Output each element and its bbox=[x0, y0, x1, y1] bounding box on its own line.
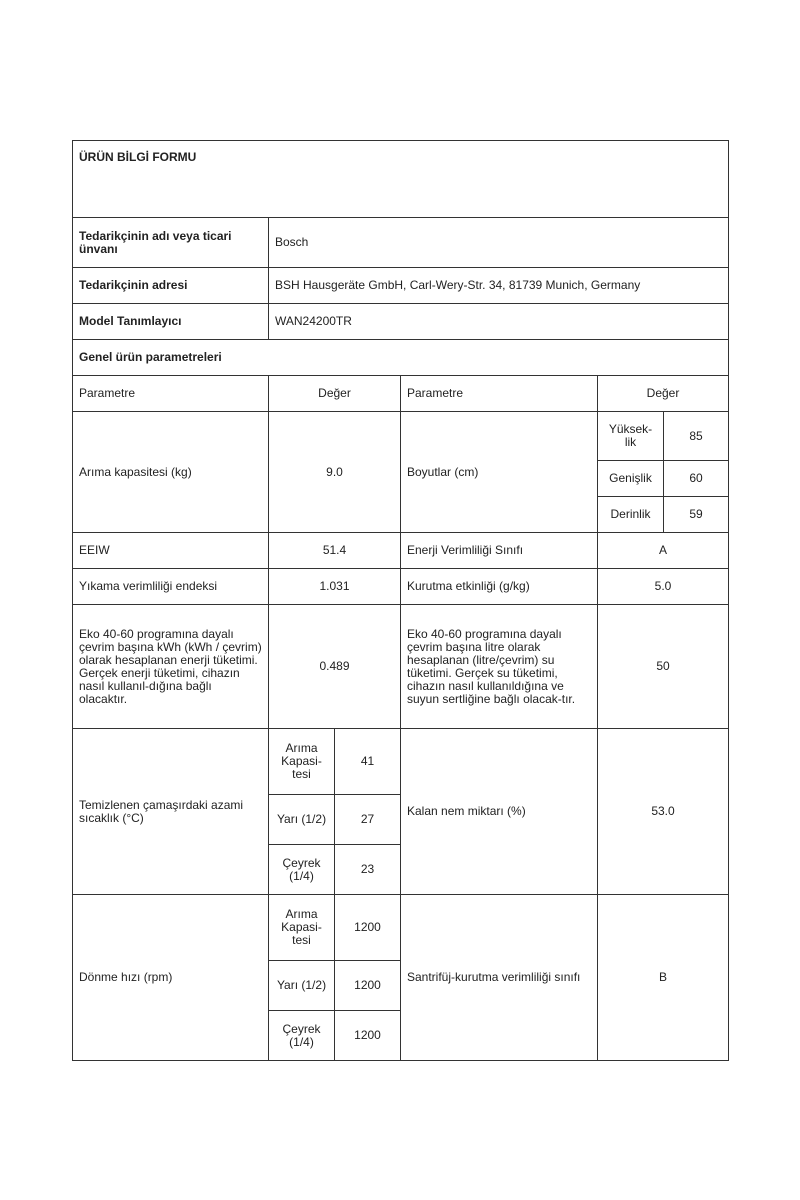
rinse-value: 5.0 bbox=[598, 569, 729, 605]
product-info-table bbox=[72, 140, 729, 1061]
spin-speed-row-value: 1200 bbox=[335, 1011, 401, 1061]
model-label: Model Tanımlayıcı bbox=[73, 304, 269, 340]
supplier-name-value: Bosch bbox=[269, 218, 729, 268]
max-temp-row-value: 23 bbox=[335, 845, 401, 895]
header-value: Değer bbox=[269, 376, 401, 412]
capacity-label: Arıma kapasitesi (kg) bbox=[73, 412, 269, 533]
max-temp-row-label: Yarı (1/2) bbox=[269, 795, 335, 845]
wash-index-value: 1.031 bbox=[269, 569, 401, 605]
eeiw-label: EEIW bbox=[73, 533, 269, 569]
energy-consumption-label: Eko 40-60 programına dayalı çevrim başına kWh (kWh / çevrim) olarak hesaplanan enerji tüketimi. Gerçek enerji tüketimi, cihazın nasıl kullanıl-dığına bağlı olacaktır. bbox=[73, 605, 269, 729]
spin-speed-label: Dönme hızı (rpm) bbox=[73, 895, 269, 1061]
energy-class-value: A bbox=[598, 533, 729, 569]
header-parameter: Parametre bbox=[73, 376, 269, 412]
max-temp-row-value: 41 bbox=[335, 729, 401, 795]
depth-value: 59 bbox=[664, 497, 729, 533]
spin-speed-row-label: Yarı (1/2) bbox=[269, 961, 335, 1011]
width-value: 60 bbox=[664, 461, 729, 497]
energy-consumption-value: 0.489 bbox=[269, 605, 401, 729]
spin-class-label: Santrifüj-kurutma verimliliği sınıfı bbox=[401, 895, 598, 1061]
spin-speed-row-value: 1200 bbox=[335, 961, 401, 1011]
form-title: ÜRÜN BİLGİ FORMU bbox=[73, 141, 729, 218]
supplier-name-label: Tedarikçinin adı veya ticari ünvanı bbox=[73, 218, 269, 268]
spin-speed-row-label: Çeyrek (1/4) bbox=[269, 1011, 335, 1061]
max-temp-row-label: Çeyrek (1/4) bbox=[269, 845, 335, 895]
section-title: Genel ürün parametreleri bbox=[73, 340, 729, 376]
spin-class-value: B bbox=[598, 895, 729, 1061]
moisture-value: 53.0 bbox=[598, 729, 729, 895]
max-temp-row-value: 27 bbox=[335, 795, 401, 845]
water-consumption-value: 50 bbox=[598, 605, 729, 729]
water-consumption-label: Eko 40-60 programına dayalı çevrim başına litre olarak hesaplanan (litre/çevrim) su tüketimi. Gerçek su tüketimi, cihazın nasıl kullanıldığına ve suyun sertliğine bağlı olacak-tır. bbox=[401, 605, 598, 729]
spin-speed-row-value: 1200 bbox=[335, 895, 401, 961]
dimensions-label: Boyutlar (cm) bbox=[401, 412, 598, 533]
supplier-address-value: BSH Hausgeräte GmbH, Carl-Wery-Str. 34, 81739 Munich, Germany bbox=[269, 268, 729, 304]
width-label: Genişlik bbox=[598, 461, 664, 497]
max-temp-label: Temizlenen çamaşırdaki azami sıcaklık (°C) bbox=[73, 729, 269, 895]
spin-speed-row-label: Arıma Kapasi-tesi bbox=[269, 895, 335, 961]
height-label: Yüksek-lik bbox=[598, 412, 664, 461]
rinse-label: Kurutma etkinliği (g/kg) bbox=[401, 569, 598, 605]
wash-index-label: Yıkama verimliliği endeksi bbox=[73, 569, 269, 605]
moisture-label: Kalan nem miktarı (%) bbox=[401, 729, 598, 895]
header-parameter-2: Parametre bbox=[401, 376, 598, 412]
eeiw-value: 51.4 bbox=[269, 533, 401, 569]
header-value-2: Değer bbox=[598, 376, 729, 412]
supplier-address-label: Tedarikçinin adresi bbox=[73, 268, 269, 304]
capacity-value: 9.0 bbox=[269, 412, 401, 533]
model-value: WAN24200TR bbox=[269, 304, 729, 340]
max-temp-row-label: Arıma Kapasi-tesi bbox=[269, 729, 335, 795]
energy-class-label: Enerji Verimliliği Sınıfı bbox=[401, 533, 598, 569]
height-value: 85 bbox=[664, 412, 729, 461]
depth-label: Derinlik bbox=[598, 497, 664, 533]
